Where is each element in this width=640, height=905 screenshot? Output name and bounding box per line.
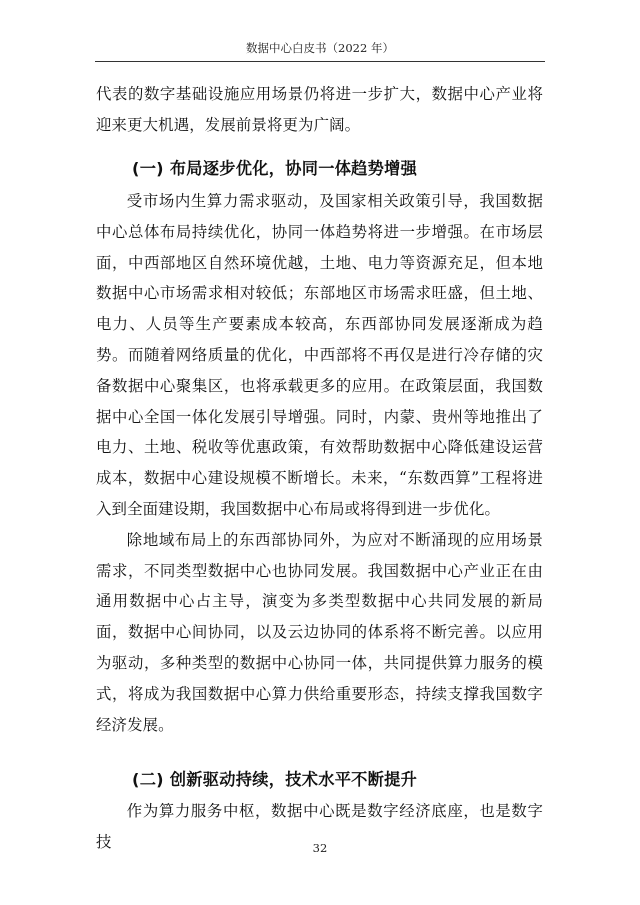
section-heading-layout: (一) 布局逐步优化，协同一体趋势增强 [132,159,418,178]
paragraph-text: 作为算力服务中枢，数据中心既是数字经济底座，也是数字技 [96,802,543,851]
section-heading-innovation: (二) 创新驱动持续，技术水平不断提升 [132,770,418,789]
running-header: 数据中心白皮书（2022 年） [95,40,545,62]
page-number: 32 [312,841,328,855]
paragraph-layout-optimization [96,186,543,740]
paragraph-text: 代表的数字基础设施应用场景仍将进一步扩大，数据中心产业将迎来更大机遇，发展前景将更为广阔。 [96,85,543,134]
paragraph-text: 除地域布局上的东西部协同外，为应对不断涌现的应用场景需求，不同类型数据中心也协同发展。我国数据中心产业正在由通用数据中心占主导，演变为多类型数据中心共同发展的新局面，数据中心间协同，以及云边协同的体系将不断完善。以应用为驱动，多种类型的数据中心协同一体，共同提供算力服务的模式，将成为我国数据中心算力供给重要形态，持续支撑我国数字经济发展。 [96,530,543,734]
paragraph-continued [96,79,543,141]
paragraph-text: 受市场内生算力需求驱动，及国家相关政策引导，我国数据中心总体布局持续优化，协同一体趋势将进一步增强。在市场层面，中西部地区自然环境优越，土地、电力等资源充足，但本地数据中心市场需求相对较低；东部地区市场需求旺盛，但土地、电力、人员等生产要素成本较高，东西部协同发展逐渐成为趋势。而随着网络质量的优化，中西部将不再仅是进行冷存储的灾备数据中心聚集区，也将承载更多的应用。在政策层面，我国数据中心全国一体化发展引导增强。同时，内蒙、贵州等地推出了电力、土地、税收等优惠政策，有效帮助数据中心降低建设运营成本，数据中心建设规模不断增长。未来，“东数西算”工程将进入到全面建设期，我国数据中心布局或将得到进一步优化。 [96,192,543,518]
